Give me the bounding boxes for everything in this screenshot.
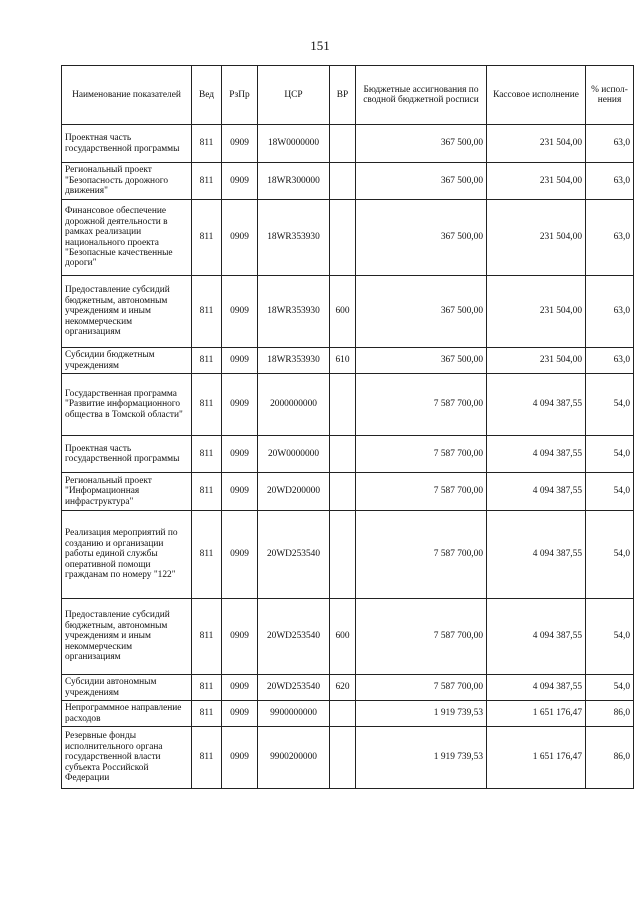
row-vr	[330, 727, 356, 789]
table-row	[62, 348, 634, 374]
row-ved: 811	[192, 511, 222, 599]
row-pct: 86,0	[586, 701, 634, 727]
row-budget: 7 587 700,00	[356, 473, 487, 511]
row-csr: 18WR353930	[258, 348, 330, 374]
row-budget: 7 587 700,00	[356, 374, 487, 436]
row-rzpr: 0909	[222, 701, 258, 727]
row-cash: 231 504,00	[487, 125, 586, 163]
row-csr: 18WR353930	[258, 276, 330, 348]
table-row	[62, 163, 634, 200]
header-pct: % испол-нения	[586, 66, 634, 125]
row-cash: 4 094 387,55	[487, 436, 586, 473]
row-cash: 231 504,00	[487, 200, 586, 276]
row-csr: 20WD200000	[258, 473, 330, 511]
header-name: Наименование показателей	[62, 66, 192, 125]
table-row	[62, 727, 634, 789]
row-budget: 7 587 700,00	[356, 436, 487, 473]
table-row	[62, 276, 634, 348]
row-pct: 54,0	[586, 599, 634, 675]
row-rzpr: 0909	[222, 276, 258, 348]
row-cash: 231 504,00	[487, 276, 586, 348]
row-name: Резервные фонды исполнительного органа государственной власти субъекта Российской Федерации	[62, 727, 192, 789]
row-budget: 367 500,00	[356, 348, 487, 374]
row-cash: 231 504,00	[487, 163, 586, 200]
row-cash: 1 651 176,47	[487, 701, 586, 727]
row-budget: 1 919 739,53	[356, 727, 487, 789]
row-budget: 367 500,00	[356, 125, 487, 163]
row-cash: 4 094 387,55	[487, 675, 586, 701]
row-rzpr: 0909	[222, 163, 258, 200]
table-row	[62, 511, 634, 599]
row-name: Государственная программа "Развитие информационного общества в Томской области"	[62, 374, 192, 436]
row-cash: 4 094 387,55	[487, 374, 586, 436]
row-name: Непрограммное направление расходов	[62, 701, 192, 727]
row-name: Предоставление субсидий бюджетным, автономным учреждениям и иным некоммерческим организациям	[62, 276, 192, 348]
row-pct: 54,0	[586, 675, 634, 701]
row-vr: 600	[330, 276, 356, 348]
header-budget: Бюджетные ассигнования по сводной бюджетной росписи	[356, 66, 487, 125]
header-rzpr: РзПр	[222, 66, 258, 125]
row-budget: 1 919 739,53	[356, 701, 487, 727]
row-budget: 367 500,00	[356, 163, 487, 200]
row-vr	[330, 511, 356, 599]
table-row	[62, 701, 634, 727]
row-ved: 811	[192, 436, 222, 473]
row-cash: 4 094 387,55	[487, 473, 586, 511]
row-ved: 811	[192, 276, 222, 348]
row-pct: 54,0	[586, 436, 634, 473]
row-ved: 811	[192, 599, 222, 675]
header-cash: Кассовое исполнение	[487, 66, 586, 125]
row-rzpr: 0909	[222, 511, 258, 599]
row-vr	[330, 701, 356, 727]
table-row	[62, 675, 634, 701]
row-pct: 54,0	[586, 511, 634, 599]
row-vr	[330, 436, 356, 473]
row-csr: 20WD253540	[258, 599, 330, 675]
row-rzpr: 0909	[222, 473, 258, 511]
row-pct: 63,0	[586, 200, 634, 276]
row-budget: 7 587 700,00	[356, 511, 487, 599]
row-vr: 620	[330, 675, 356, 701]
row-vr: 600	[330, 599, 356, 675]
row-pct: 63,0	[586, 125, 634, 163]
row-vr: 610	[330, 348, 356, 374]
row-name: Субсидии бюджетным учреждениям	[62, 348, 192, 374]
header-csr: ЦСР	[258, 66, 330, 125]
row-cash: 4 094 387,55	[487, 599, 586, 675]
row-csr: 18WR300000	[258, 163, 330, 200]
row-rzpr: 0909	[222, 675, 258, 701]
row-budget: 367 500,00	[356, 276, 487, 348]
row-vr	[330, 125, 356, 163]
row-name: Региональный проект "Информационная инфраструктура"	[62, 473, 192, 511]
row-pct: 54,0	[586, 473, 634, 511]
header-ved: Вед	[192, 66, 222, 125]
row-name: Реализация мероприятий по созданию и организации работы единой службы оперативной помощи гражданам по номеру "122"	[62, 511, 192, 599]
table-row	[62, 200, 634, 276]
row-ved: 811	[192, 200, 222, 276]
row-rzpr: 0909	[222, 727, 258, 789]
row-csr: 9900000000	[258, 701, 330, 727]
table-row	[62, 473, 634, 511]
row-pct: 63,0	[586, 276, 634, 348]
row-csr: 2000000000	[258, 374, 330, 436]
row-rzpr: 0909	[222, 374, 258, 436]
row-vr	[330, 473, 356, 511]
table-row	[62, 599, 634, 675]
row-cash: 1 651 176,47	[487, 727, 586, 789]
row-name: Региональный проект "Безопасность дорожного движения"	[62, 163, 192, 200]
row-budget: 367 500,00	[356, 200, 487, 276]
header-vr: ВР	[330, 66, 356, 125]
row-pct: 63,0	[586, 348, 634, 374]
row-budget: 7 587 700,00	[356, 675, 487, 701]
row-csr: 20WD253540	[258, 675, 330, 701]
row-name: Проектная часть государственной программы	[62, 436, 192, 473]
row-csr: 18W0000000	[258, 125, 330, 163]
row-rzpr: 0909	[222, 200, 258, 276]
row-ved: 811	[192, 348, 222, 374]
row-pct: 54,0	[586, 374, 634, 436]
row-csr: 9900200000	[258, 727, 330, 789]
row-ved: 811	[192, 473, 222, 511]
row-vr	[330, 163, 356, 200]
table-row	[62, 125, 634, 163]
row-csr: 18WR353930	[258, 200, 330, 276]
row-vr	[330, 200, 356, 276]
table-header-row	[62, 66, 634, 125]
row-rzpr: 0909	[222, 436, 258, 473]
row-ved: 811	[192, 374, 222, 436]
row-cash: 4 094 387,55	[487, 511, 586, 599]
row-name: Субсидии автономным учреждениям	[62, 675, 192, 701]
row-csr: 20WD253540	[258, 511, 330, 599]
row-pct: 63,0	[586, 163, 634, 200]
row-ved: 811	[192, 675, 222, 701]
table-row	[62, 374, 634, 436]
budget-table	[61, 65, 634, 789]
row-ved: 811	[192, 727, 222, 789]
row-budget: 7 587 700,00	[356, 599, 487, 675]
row-cash: 231 504,00	[487, 348, 586, 374]
row-ved: 811	[192, 163, 222, 200]
row-rzpr: 0909	[222, 599, 258, 675]
row-ved: 811	[192, 125, 222, 163]
row-csr: 20W0000000	[258, 436, 330, 473]
row-rzpr: 0909	[222, 125, 258, 163]
row-vr	[330, 374, 356, 436]
row-name: Предоставление субсидий бюджетным, автономным учреждениям и иным некоммерческим организациям	[62, 599, 192, 675]
row-pct: 86,0	[586, 727, 634, 789]
row-name: Проектная часть государственной программы	[62, 125, 192, 163]
row-ved: 811	[192, 701, 222, 727]
table-row	[62, 436, 634, 473]
row-rzpr: 0909	[222, 348, 258, 374]
page-number: 151	[310, 38, 330, 53]
row-name: Финансовое обеспечение дорожной деятельности в рамках реализации национального проекта "Безопасные качественные дороги"	[62, 200, 192, 276]
